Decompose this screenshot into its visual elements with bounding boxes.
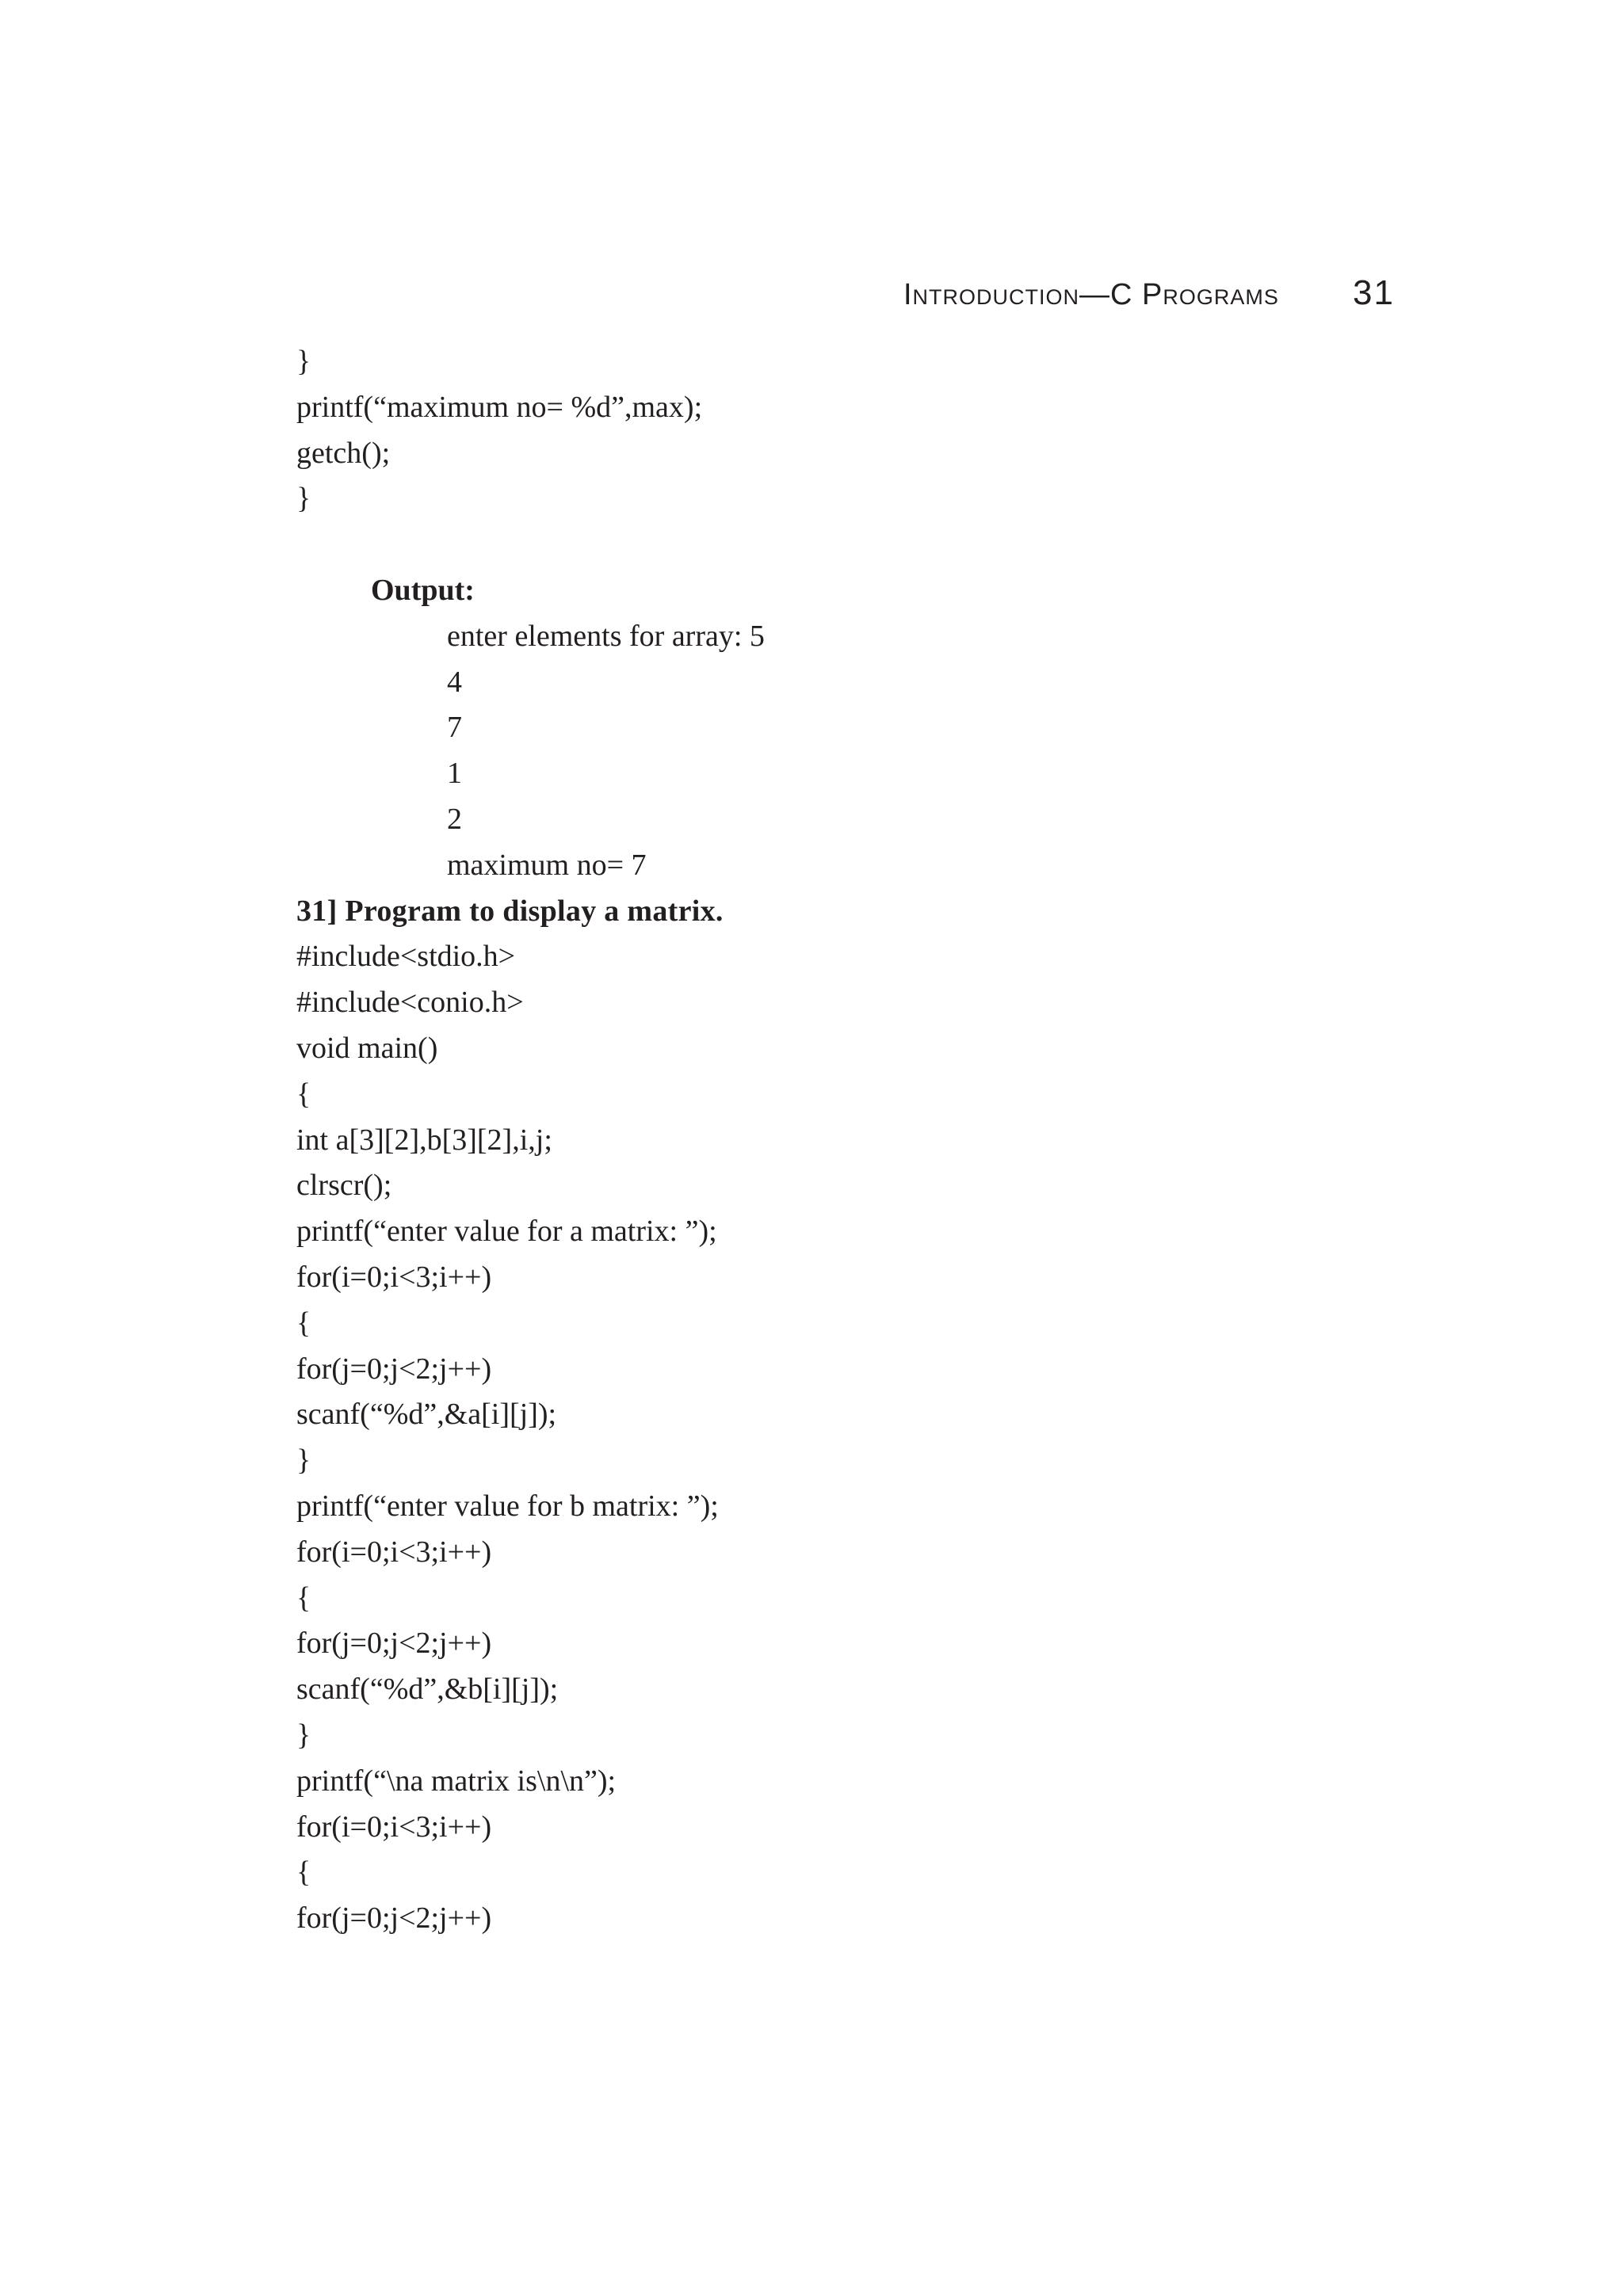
output-section [296, 568, 1485, 889]
output-line: maximum no= 7 [447, 848, 647, 882]
running-header [903, 273, 1395, 321]
output-heading: Output: [371, 573, 475, 607]
code-line: } [296, 1718, 311, 1752]
code-line: { [296, 1306, 311, 1340]
code-line: for(j=0;j<2;j++) [296, 1627, 492, 1661]
blank-spacer [296, 522, 1485, 568]
code-line: scanf(“%d”,&b[i][j]); [296, 1672, 559, 1707]
code-line: #include<conio.h> [296, 986, 524, 1020]
code-line: { [296, 1581, 311, 1615]
code-line: printf(“enter value for a matrix: ”); [296, 1215, 717, 1249]
code-line: } [296, 345, 311, 378]
output-line: 2 [447, 802, 462, 836]
output-line: enter elements for array: 5 [447, 619, 765, 653]
output-line: 4 [447, 665, 462, 699]
code-line: for(i=0;i<3;i++) [296, 1260, 492, 1294]
page-body [296, 339, 1485, 1942]
code-line: { [296, 1855, 311, 1890]
code-line: clrscr(); [296, 1169, 392, 1203]
code-line: } [296, 482, 311, 516]
output-line: 7 [447, 711, 462, 745]
code-block-continued [296, 339, 1485, 522]
code-line: void main() [296, 1031, 438, 1065]
code-line: } [296, 1444, 311, 1478]
code-line: scanf(“%d”,&a[i][j]); [296, 1398, 557, 1432]
code-line: getch(); [296, 436, 391, 470]
code-line: { [296, 1077, 311, 1111]
running-title: Introduction—C Programs [903, 278, 1279, 311]
program-section [296, 889, 1485, 1942]
code-line: printf(“\na matrix is\n\n”); [296, 1764, 617, 1798]
code-line: printf(“maximum no= %d”,max); [296, 390, 703, 424]
page-number: 31 [1353, 273, 1395, 312]
code-line: for(i=0;i<3;i++) [296, 1810, 492, 1844]
code-line: for(j=0;j<2;j++) [296, 1352, 492, 1386]
output-line: 1 [447, 757, 462, 791]
code-line: for(j=0;j<2;j++) [296, 1901, 492, 1936]
code-line: printf(“enter value for b matrix: ”); [296, 1489, 719, 1523]
program-heading: 31] Program to display a matrix. [296, 894, 724, 928]
code-line: int a[3][2],b[3][2],i,j; [296, 1123, 552, 1157]
code-line: for(i=0;i<3;i++) [296, 1535, 492, 1569]
code-line: #include<stdio.h> [296, 940, 516, 974]
